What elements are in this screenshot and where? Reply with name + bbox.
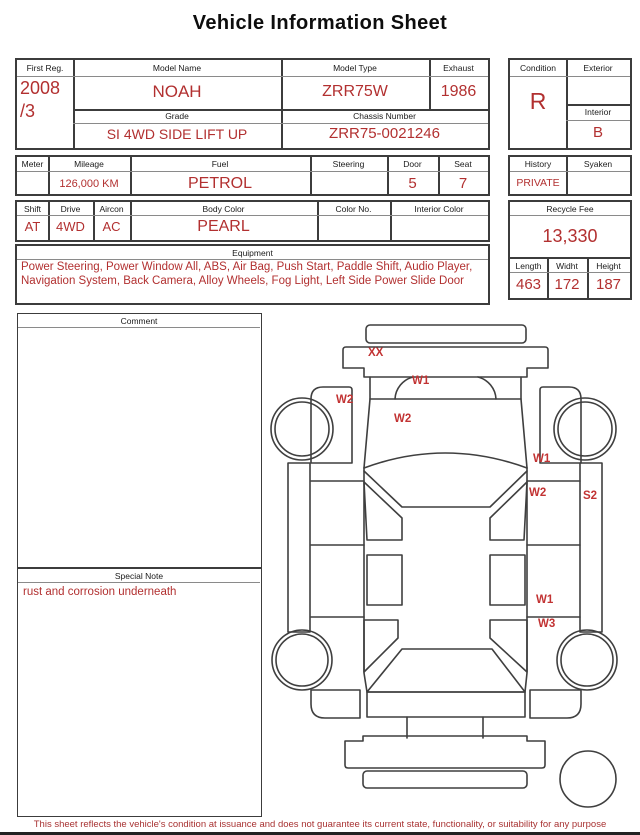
seat-label: Seat — [454, 159, 472, 169]
divider — [17, 215, 488, 216]
model-type-label: Model Type — [333, 63, 377, 73]
divider — [510, 272, 630, 273]
meter-label: Meter — [21, 159, 44, 169]
divider — [510, 76, 630, 77]
drivetrain-table — [15, 200, 490, 242]
special-note-label: Special Note — [114, 571, 164, 581]
damage-mark: W1 — [536, 594, 554, 606]
interior-label: Interior — [584, 107, 612, 117]
door-value: 5 — [408, 175, 417, 192]
interior-color-label: Interior Color — [414, 204, 464, 214]
divider — [566, 120, 630, 121]
damage-diagram — [268, 315, 636, 815]
door-label: Door — [403, 159, 422, 169]
damage-mark: S2 — [583, 490, 598, 502]
body-color-label: Body Color — [202, 204, 245, 214]
divider — [510, 171, 630, 172]
drive-value: 4WD — [56, 219, 85, 234]
model-type-value: ZRR75W — [322, 83, 388, 100]
model-info-table — [15, 58, 490, 150]
condition-value: R — [529, 88, 547, 114]
damage-mark: W3 — [538, 618, 556, 630]
drive-label: Drive — [60, 204, 81, 214]
exterior-label: Exterior — [583, 63, 613, 73]
mileage-value: 126,000 KM — [59, 178, 119, 190]
divider — [17, 76, 488, 77]
comment-label: Comment — [120, 316, 158, 326]
damage-mark: W2 — [529, 487, 547, 499]
recycle-fee-box — [508, 200, 632, 300]
color-no-label: Color No. — [335, 204, 372, 214]
equipment-label: Equipment — [232, 248, 273, 258]
fuel-value: PETROL — [187, 175, 252, 192]
divider — [17, 259, 488, 260]
first-reg-month: /3 — [20, 100, 36, 121]
first-reg-value — [20, 77, 73, 122]
condition-box — [508, 58, 632, 150]
aircon-label: Aircon — [99, 204, 124, 214]
width-label: Widht — [556, 261, 578, 271]
special-note-text: rust and corrosion underneath — [23, 586, 177, 598]
divider — [73, 123, 488, 124]
exhaust-label: Exhaust — [443, 63, 474, 73]
aircon-value: AC — [102, 219, 121, 234]
steering-label: Steering — [332, 159, 365, 169]
divider — [18, 582, 260, 583]
page-title: Vehicle Information Sheet — [192, 12, 448, 34]
comment-box — [17, 313, 262, 568]
damage-mark: XX — [368, 347, 384, 359]
first-reg-year: 2008 — [20, 78, 61, 98]
divider — [510, 215, 630, 216]
divider — [17, 171, 488, 172]
height-value: 187 — [595, 276, 622, 293]
body-color-value: PEARL — [197, 218, 250, 235]
damage-mark: W2 — [336, 394, 354, 406]
length-label: Length — [515, 261, 542, 271]
chassis-label: Chassis Number — [353, 111, 416, 121]
syaken-label: Syaken — [583, 159, 613, 169]
seat-value: 7 — [458, 175, 468, 192]
height-label: Height — [596, 261, 621, 271]
width-value: 172 — [554, 276, 580, 293]
divider — [510, 257, 630, 259]
history-value: PRIVATE — [516, 177, 560, 189]
condition-label: Condition — [520, 63, 556, 73]
car-outline — [271, 325, 617, 807]
damage-mark: W1 — [412, 375, 430, 387]
length-value: 463 — [515, 276, 542, 293]
chassis-value: ZRR75-0021246 — [329, 125, 440, 142]
special-note-box — [17, 568, 262, 817]
first-reg-label: First Reg. — [26, 63, 64, 73]
mileage-table — [15, 155, 490, 196]
grade-label: Grade — [165, 111, 189, 121]
model-name-label: Model Name — [152, 63, 202, 73]
grade-value: SI 4WD SIDE LIFT UP — [106, 126, 248, 142]
fuel-label: Fuel — [211, 159, 229, 169]
damage-mark: W2 — [394, 413, 412, 425]
divider — [18, 327, 260, 328]
model-name-value: NOAH — [152, 82, 202, 101]
equipment-text: Power Steering, Power Window All, ABS, Air Bag, Push Start, Paddle Shift, Audio Player, Navigation System, Back Camera, Alloy Wheels, Fog Light, Left Side Power Slide Door — [21, 261, 473, 287]
shift-value: AT — [24, 219, 41, 234]
recycle-fee-value: 13,330 — [542, 226, 598, 246]
equipment-box — [15, 244, 490, 305]
exhaust-value: 1986 — [440, 83, 477, 100]
disclaimer-text: This sheet reflects the vehicle's condition at issuance and does not guarantee its current state, functionality, or suitability for any purpose — [33, 819, 607, 830]
interior-value: B — [592, 124, 603, 141]
history-label: History — [524, 159, 552, 169]
recycle-fee-label: Recycle Fee — [546, 204, 594, 214]
damage-mark: W1 — [533, 453, 551, 465]
mileage-label: Mileage — [74, 159, 104, 169]
shift-label: Shift — [23, 204, 41, 214]
history-box — [508, 155, 632, 196]
